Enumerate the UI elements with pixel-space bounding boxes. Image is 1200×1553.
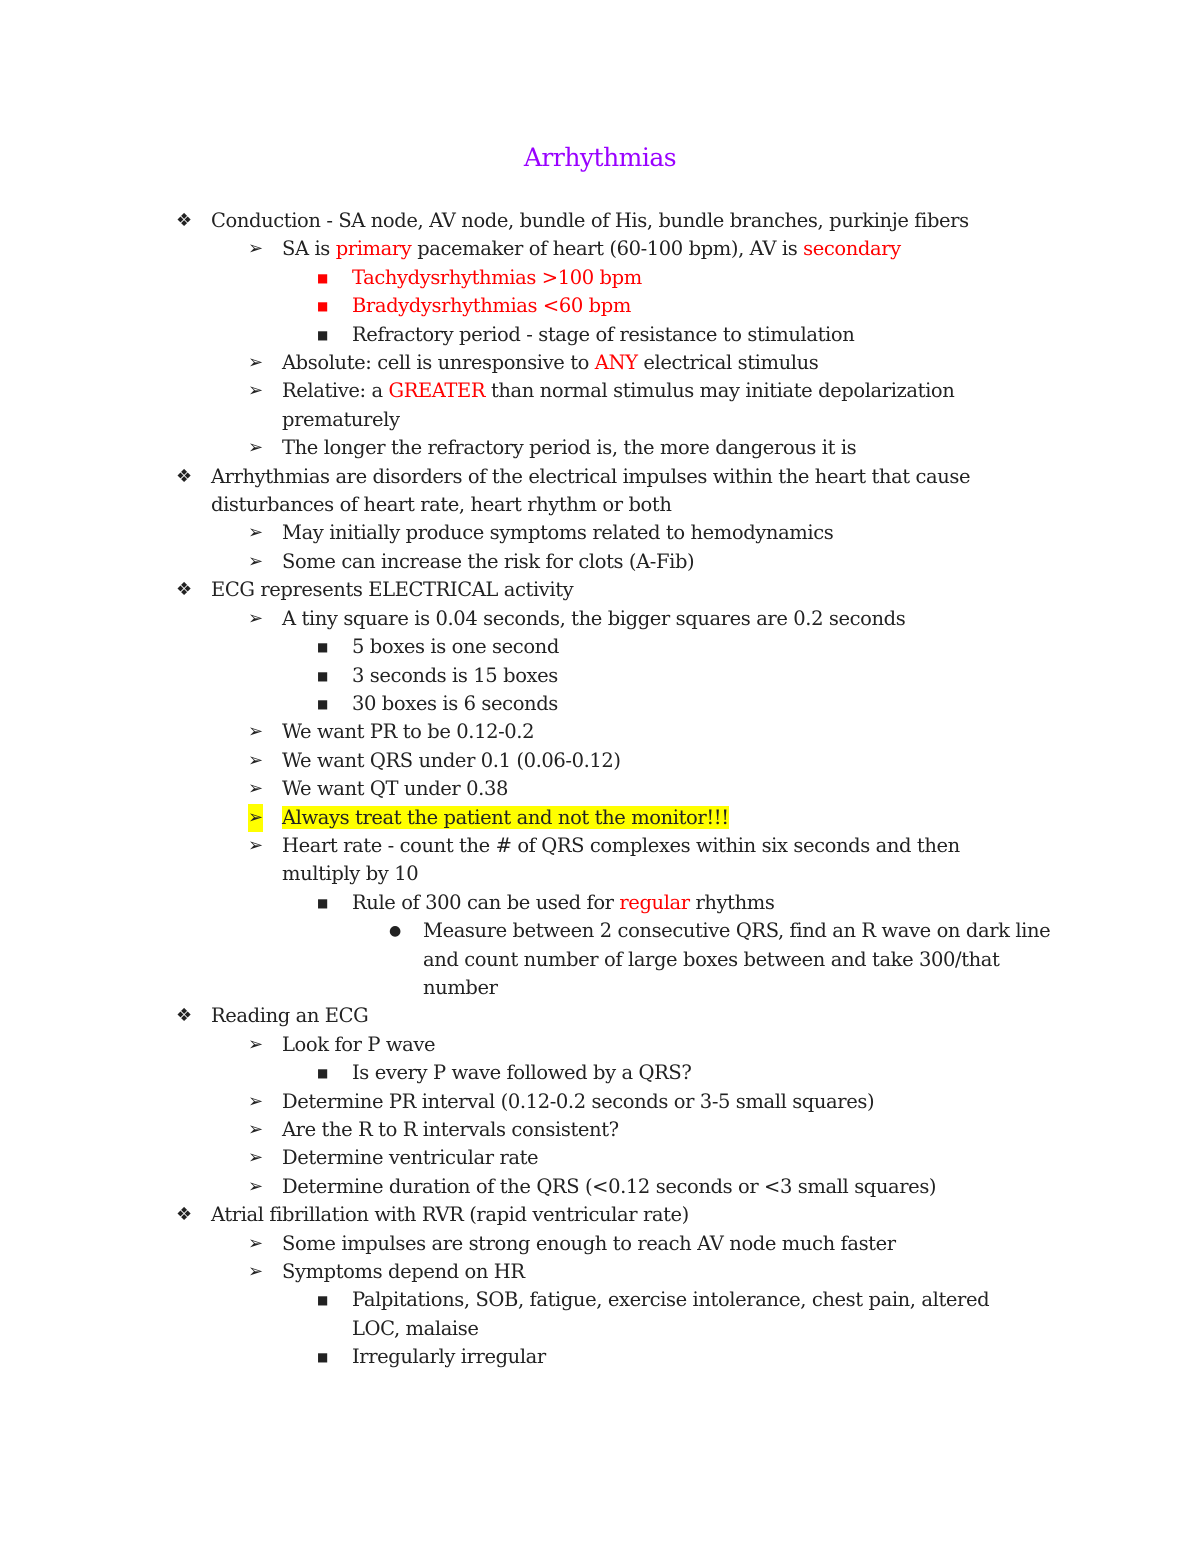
list-item-text — [282, 1144, 1042, 1172]
diamond-bullet-icon: ❖ — [176, 1204, 192, 1226]
diamond-bullet-icon: ❖ — [176, 579, 192, 601]
text-run: Is every P wave followed by a QRS? — [352, 1061, 692, 1085]
list-item-text — [211, 1201, 1001, 1229]
list-item — [0, 633, 1042, 661]
page-title: Arrhythmias — [523, 143, 677, 172]
text-run: A tiny square is 0.04 seconds, the bigger squares are 0.2 seconds — [282, 606, 906, 630]
list-item — [0, 519, 1042, 547]
text-run: Heart rate - count the # of QRS complexes within six seconds and then multiply by 10 — [282, 833, 960, 886]
list-item — [0, 775, 1042, 803]
text-run: Absolute: cell is unresponsive to — [282, 351, 595, 375]
list-item-text — [282, 377, 1042, 434]
arrow-bullet-icon: ➢ — [248, 550, 263, 572]
text-run: than normal stimulus may initiate depolarization prematurely — [282, 379, 955, 431]
list-item — [0, 548, 1042, 576]
list-item — [0, 605, 1042, 633]
arrow-bullet-icon: ➢ — [248, 380, 263, 402]
list-item — [0, 207, 1001, 235]
list-item-text — [352, 321, 1042, 349]
arrow-bullet-icon: ➢ — [248, 352, 263, 374]
list-item-text — [352, 662, 1042, 690]
text-run: ECG represents ELECTRICAL activity — [211, 578, 574, 602]
list-item — [0, 747, 1042, 775]
list-item — [0, 264, 1042, 292]
square-bullet-icon: ■ — [317, 299, 328, 314]
list-item — [0, 1343, 1042, 1371]
list-item-text — [282, 1031, 1042, 1059]
arrow-bullet-icon: ➢ — [248, 749, 263, 771]
list-item — [0, 292, 1042, 320]
list-item — [0, 889, 1042, 917]
text-run: 30 boxes is 6 seconds — [352, 691, 558, 715]
list-item-text — [352, 1286, 1042, 1343]
text-run: Look for P wave — [282, 1032, 436, 1056]
arrow-bullet-icon: ➢ — [248, 1147, 263, 1169]
list-item-text — [423, 917, 1053, 1002]
list-item — [0, 662, 1042, 690]
list-item-text — [352, 633, 1042, 661]
list-item-text — [211, 207, 1001, 235]
list-item-text — [282, 832, 1042, 889]
text-run: We want QRS under 0.1 (0.06-0.12) — [282, 748, 621, 772]
list-item — [0, 832, 1042, 889]
text-run: Conduction - SA node, AV node, bundle of His, bundle branches, purkinje fibers — [211, 209, 969, 232]
diamond-bullet-icon: ❖ — [176, 465, 192, 487]
text-run: 5 boxes is one second — [352, 635, 559, 659]
arrow-bullet-icon: ➢ — [248, 1090, 263, 1112]
text-run: electrical stimulus — [637, 351, 819, 375]
list-item — [0, 1258, 1042, 1286]
square-bullet-icon: ■ — [317, 1066, 328, 1081]
square-bullet-icon: ■ — [317, 696, 328, 711]
list-item — [0, 1116, 1042, 1144]
diamond-bullet-icon: ❖ — [176, 210, 192, 231]
list-item — [0, 576, 1001, 604]
text-run: Determine ventricular rate — [282, 1146, 539, 1170]
square-bullet-icon: ■ — [317, 668, 328, 683]
list-item — [0, 1144, 1042, 1172]
list-item-text — [282, 235, 1042, 263]
square-bullet-icon: ■ — [317, 640, 328, 655]
list-item-text — [282, 775, 1042, 803]
arrow-bullet-icon: ➢ — [248, 437, 263, 459]
list-item-text — [282, 519, 1042, 547]
emphasis-text: primary — [335, 237, 412, 261]
emphasis-text: Tachydysrhythmias >100 bpm — [352, 265, 642, 289]
text-run: Arrhythmias are disorders of the electrical impulses within the heart that cause disturbances of heart rate, heart rhythm or both — [211, 464, 971, 517]
list-item-text — [211, 576, 1001, 604]
list-item — [0, 321, 1042, 349]
list-item-text — [282, 747, 1042, 775]
list-item-text — [211, 1002, 1001, 1030]
list-item-text — [282, 1258, 1042, 1286]
list-item-text — [352, 690, 1042, 718]
list-item-text — [282, 349, 1042, 377]
arrow-bullet-icon: ➢ — [248, 1261, 263, 1283]
text-run: Symptoms depend on HR — [282, 1260, 525, 1284]
list-item — [0, 690, 1042, 718]
list-item — [0, 1173, 1042, 1201]
arrow-bullet-icon: ➢ — [248, 607, 263, 629]
emphasis-text: secondary — [803, 237, 901, 261]
list-item — [0, 718, 1042, 746]
dot-bullet-icon: ● — [389, 923, 401, 940]
list-item — [0, 377, 1042, 434]
text-run: Measure between 2 consecutive QRS, find an R wave on dark line and count number of large boxes between and take 300/that number — [423, 919, 1051, 999]
text-run: Some can increase the risk for clots (A-Fib) — [282, 549, 695, 573]
list-item-text — [282, 1088, 1042, 1116]
list-item — [0, 1059, 1042, 1087]
square-bullet-icon: ■ — [317, 270, 328, 285]
list-item-text — [352, 1343, 1042, 1371]
text-run: Palpitations, SOB, fatigue, exercise intolerance, chest pain, altered LOC, malaise — [352, 1288, 990, 1340]
text-run: Rule of 300 can be used for — [352, 890, 620, 914]
list-item — [0, 1286, 1042, 1343]
text-run: Irregularly irregular — [352, 1345, 546, 1369]
list-item — [0, 917, 1053, 1002]
text-run: rhythms — [689, 890, 775, 914]
text-run: Reading an ECG — [211, 1004, 369, 1028]
list-item-text — [352, 889, 1042, 917]
list-item-text — [282, 1173, 1042, 1201]
list-item-text — [352, 1059, 1042, 1087]
text-run: May initially produce symptoms related to hemodynamics — [282, 521, 834, 545]
list-item — [0, 235, 1042, 263]
square-bullet-icon: ■ — [317, 327, 328, 342]
arrow-bullet-icon: ➢ — [248, 238, 263, 260]
list-item — [0, 804, 1042, 832]
text-run: Determine PR interval (0.12-0.2 seconds or 3-5 small squares) — [282, 1089, 875, 1113]
square-bullet-icon: ■ — [317, 1293, 328, 1308]
square-bullet-icon: ■ — [317, 895, 328, 910]
arrow-bullet-icon: ➢ — [248, 834, 263, 856]
emphasis-text: Bradydysrhythmias <60 bpm — [352, 294, 631, 318]
diamond-bullet-icon: ❖ — [176, 1005, 192, 1027]
list-item-text — [352, 264, 1042, 292]
list-item-text — [211, 463, 1001, 520]
list-item-text — [282, 1230, 1042, 1258]
arrow-bullet-icon: ➢ — [248, 778, 263, 800]
text-run: Refractory period - stage of resistance to stimulation — [352, 322, 855, 346]
list-item — [0, 1230, 1042, 1258]
list-item — [0, 1201, 1001, 1229]
emphasis-text: ANY — [594, 351, 638, 375]
list-item-text — [282, 605, 1042, 633]
text-run: Relative: a — [282, 379, 389, 403]
list-item — [0, 434, 1042, 462]
list-item-text — [282, 804, 1042, 832]
emphasis-text: GREATER — [388, 379, 486, 403]
list-item-text — [282, 548, 1042, 576]
text-run: Determine duration of the QRS (<0.12 seconds or <3 small squares) — [282, 1174, 937, 1198]
arrow-bullet-icon: ➢ — [248, 522, 263, 544]
list-item — [0, 1031, 1042, 1059]
list-item-text — [282, 434, 1042, 462]
arrow-bullet-icon: ➢ — [248, 804, 263, 832]
arrow-bullet-icon: ➢ — [248, 1119, 263, 1140]
text-run: pacemaker of heart (60-100 bpm), AV is — [411, 237, 804, 261]
square-bullet-icon: ■ — [317, 1350, 328, 1365]
list-item — [0, 1088, 1042, 1116]
arrow-bullet-icon: ➢ — [248, 1175, 263, 1197]
text-run: The longer the refractory period is, the more dangerous it is — [282, 436, 857, 460]
list-item-text — [352, 292, 1042, 320]
arrow-bullet-icon: ➢ — [248, 1033, 263, 1055]
emphasis-text: regular — [619, 890, 690, 914]
list-item — [0, 463, 1001, 520]
list-item — [0, 349, 1042, 377]
list-item-text — [282, 718, 1042, 746]
list-item-text — [282, 1116, 1042, 1144]
text-run: Some impulses are strong enough to reach AV node much faster — [282, 1231, 896, 1255]
arrow-bullet-icon: ➢ — [248, 1232, 263, 1254]
list-item — [0, 1002, 1001, 1030]
text-run: Are the R to R intervals consistent? — [282, 1118, 619, 1141]
text-run: Atrial fibrillation with RVR (rapid ventricular rate) — [211, 1203, 689, 1227]
text-run: SA is — [282, 237, 336, 261]
bullet-outline — [0, 207, 1200, 1372]
text-run: We want PR to be 0.12-0.2 — [282, 720, 535, 744]
text-run: Always treat the patient and not the monitor!!! — [282, 805, 729, 829]
arrow-bullet-icon: ➢ — [248, 721, 263, 743]
text-run: 3 seconds is 15 boxes — [352, 663, 558, 687]
text-run: We want QT under 0.38 — [282, 777, 508, 801]
